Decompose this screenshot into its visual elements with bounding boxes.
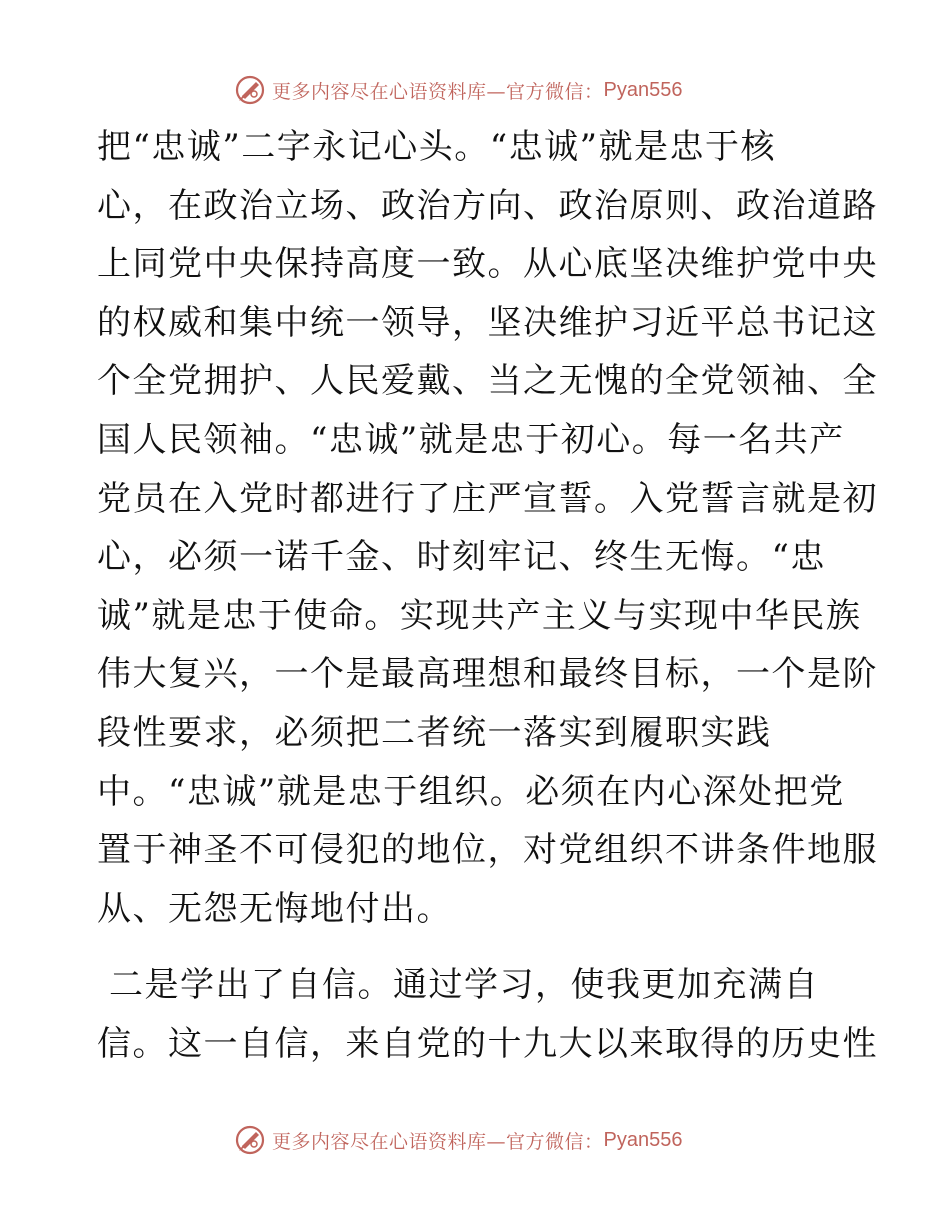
logo-icon xyxy=(234,1124,266,1156)
text-line: 信。这一自信，来自党的十九大以来取得的历史性 xyxy=(97,1023,878,1064)
watermark-text: 更多内容尽在心语资料库—官方微信： xyxy=(272,80,604,103)
text-line: 个全党拥护、人民爱戴、当之无愧的全党领袖、全 xyxy=(97,361,878,402)
header-watermark xyxy=(234,73,682,107)
logo-icon xyxy=(234,74,266,106)
text-line: 诚”就是忠于使命。实现共产主义与实现中华民族 xyxy=(97,595,862,636)
text-line: 从、无怨无悔地付出。 xyxy=(97,888,452,929)
text-line: 国人民领袖。“忠诚”就是忠于初心。每一名共产 xyxy=(97,419,845,460)
footer-watermark xyxy=(234,1123,682,1157)
text-line: 上同党中央保持高度一致。从心底坚决维护党中央 xyxy=(97,244,878,285)
text-line: 伟大复兴，一个是最高理想和最终目标，一个是阶 xyxy=(97,654,878,695)
wechat-id: Pyan556 xyxy=(603,78,683,101)
text-line: 党员在入党时都进行了庄严宣誓。入党誓言就是初 xyxy=(97,478,878,519)
text-line: 把“忠诚”二字永记心头。“忠诚”就是忠于核 xyxy=(97,127,777,167)
watermark-text: 更多内容尽在心语资料库—官方微信： xyxy=(272,1130,604,1153)
text-line: 心，必须一诺千金、时刻牢记、终生无悔。“忠 xyxy=(97,537,826,578)
text-line: 心，在政治立场、政治方向、政治原则、政治道路 xyxy=(97,185,878,226)
wechat-id: Pyan556 xyxy=(603,1128,683,1151)
text-line: 置于神圣不可侵犯的地位，对党组织不讲条件地服 xyxy=(97,830,878,871)
body-text xyxy=(97,118,878,1074)
text-line: 段性要求，必须把二者统一落实到履职实践 xyxy=(97,712,772,753)
text-line: 的权威和集中统一领导，坚决维护习近平总书记这 xyxy=(97,302,878,343)
text-line: 中。“忠诚”就是忠于组织。必须在内心深处把党 xyxy=(97,771,845,812)
text-line: 二是学出了自信。通过学习，使我更加充满自 xyxy=(109,965,819,1006)
